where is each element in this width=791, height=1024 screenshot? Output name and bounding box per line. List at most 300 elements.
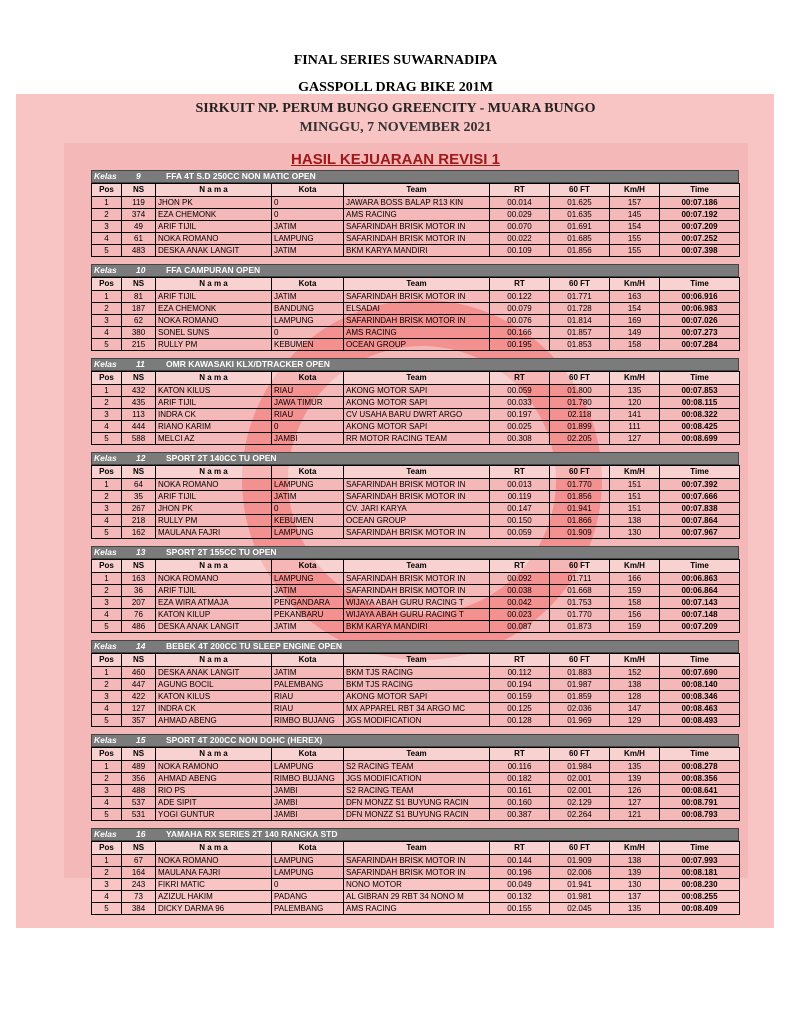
time-cell: 00:08.140 xyxy=(660,679,740,691)
table-row xyxy=(92,809,740,821)
kota-cell: PENGANDARA xyxy=(272,597,344,609)
results-table xyxy=(91,183,740,257)
class-title: SPORT 2T 140CC TU OPEN xyxy=(166,453,277,463)
class-number: 12 xyxy=(136,453,146,463)
table-header-row xyxy=(92,842,740,855)
time-cell: 00:07.864 xyxy=(660,515,740,527)
kmh-cell: 138 xyxy=(610,855,660,867)
class-number: 15 xyxy=(136,735,146,745)
ns-cell: 588 xyxy=(122,433,156,445)
ns-cell: 380 xyxy=(122,327,156,339)
kmh-cell: 158 xyxy=(610,339,660,351)
kota-cell: LAMPUNG xyxy=(272,527,344,539)
rt-cell: 00.013 xyxy=(490,479,550,491)
name-cell: NOKA ROMANO xyxy=(156,573,272,585)
sixty-ft-cell: 01.770 xyxy=(550,479,610,491)
ns-cell: 81 xyxy=(122,291,156,303)
kota-cell: JAWA TIMUR xyxy=(272,397,344,409)
kmh-cell: 151 xyxy=(610,503,660,515)
kmh-cell: 154 xyxy=(610,303,660,315)
team-cell: SAFARINDAH BRISK MOTOR IN xyxy=(344,221,490,233)
sixty-ft-cell: 01.883 xyxy=(550,667,610,679)
rt-cell: 00.087 xyxy=(490,621,550,633)
kmh-cell: 126 xyxy=(610,785,660,797)
name-cell: RIANO KARIM xyxy=(156,421,272,433)
team-cell: SAFARINDAH BRISK MOTOR IN xyxy=(344,855,490,867)
table-row xyxy=(92,703,740,715)
table-row xyxy=(92,891,740,903)
pos-cell: 2 xyxy=(92,773,122,785)
team-cell: WIJAYA ABAH GURU RACING T xyxy=(344,609,490,621)
time-cell: 00:08.791 xyxy=(660,797,740,809)
kota-header: Kota xyxy=(272,748,344,761)
kota-cell: KEBUMEN xyxy=(272,515,344,527)
pos-cell: 5 xyxy=(92,339,122,351)
kmh-cell: 135 xyxy=(610,385,660,397)
time-cell: 00:08.322 xyxy=(660,409,740,421)
team-cell: AKONG MOTOR SAPI xyxy=(344,421,490,433)
kota-cell: 0 xyxy=(272,197,344,209)
time-header: Time xyxy=(660,466,740,479)
table-row xyxy=(92,197,740,209)
pos-cell: 5 xyxy=(92,527,122,539)
kota-cell: RIMBO BUJANG xyxy=(272,715,344,727)
kmh-cell: 127 xyxy=(610,797,660,809)
name-header: N a m a xyxy=(156,748,272,761)
sixty-ft-cell: 01.691 xyxy=(550,221,610,233)
sixty-ft-cell: 01.814 xyxy=(550,315,610,327)
name-cell: NOKA RAMONO xyxy=(156,761,272,773)
pos-cell: 4 xyxy=(92,609,122,621)
kota-cell: LAMPUNG xyxy=(272,867,344,879)
time-cell: 00:07.143 xyxy=(660,597,740,609)
table-row xyxy=(92,855,740,867)
team-header: Team xyxy=(344,560,490,573)
rt-cell: 00.155 xyxy=(490,903,550,915)
kota-header: Kota xyxy=(272,372,344,385)
pos-cell: 2 xyxy=(92,209,122,221)
sixty-ft-header: 60 FT xyxy=(550,748,610,761)
kmh-cell: 135 xyxy=(610,761,660,773)
ns-cell: 356 xyxy=(122,773,156,785)
class-number: 9 xyxy=(136,171,141,181)
rt-cell: 00.160 xyxy=(490,797,550,809)
table-row xyxy=(92,503,740,515)
ns-cell: 444 xyxy=(122,421,156,433)
name-header: N a m a xyxy=(156,372,272,385)
sixty-ft-cell: 02.264 xyxy=(550,809,610,821)
team-cell: SAFARINDAH BRISK MOTOR IN xyxy=(344,479,490,491)
rt-cell: 00.029 xyxy=(490,209,550,221)
ns-cell: 164 xyxy=(122,867,156,879)
ns-cell: 113 xyxy=(122,409,156,421)
event-title: FINAL SERIES SUWARNADIPA xyxy=(293,53,498,68)
name-cell: JHON PK xyxy=(156,503,272,515)
time-cell: 00:07.209 xyxy=(660,221,740,233)
class-title-bar xyxy=(91,640,739,653)
kmh-cell: 141 xyxy=(610,409,660,421)
pos-cell: 3 xyxy=(92,503,122,515)
time-header: Time xyxy=(660,842,740,855)
rt-cell: 00.128 xyxy=(490,715,550,727)
kmh-cell: 158 xyxy=(610,597,660,609)
class-number: 16 xyxy=(136,829,146,839)
kota-cell: PEKANBARU xyxy=(272,609,344,621)
kota-cell: PALEMBANG xyxy=(272,903,344,915)
class-label: Kelas xyxy=(94,265,117,275)
name-cell: AHMAD ABENG xyxy=(156,715,272,727)
class-title: OMR KAWASAKI KLX/DTRACKER OPEN xyxy=(166,359,330,369)
team-cell: RR MOTOR RACING TEAM xyxy=(344,433,490,445)
name-cell: AZIZUL HAKIM xyxy=(156,891,272,903)
team-cell: SAFARINDAH BRISK MOTOR IN xyxy=(344,527,490,539)
pos-cell: 1 xyxy=(92,197,122,209)
kota-cell: LAMPUNG xyxy=(272,479,344,491)
name-cell: DESKA ANAK LANGIT xyxy=(156,667,272,679)
rt-cell: 00.038 xyxy=(490,585,550,597)
rt-header: RT xyxy=(490,654,550,667)
rt-header: RT xyxy=(490,278,550,291)
team-cell: SAFARINDAH BRISK MOTOR IN xyxy=(344,315,490,327)
kmh-cell: 155 xyxy=(610,245,660,257)
ns-cell: 67 xyxy=(122,855,156,867)
rt-cell: 00.159 xyxy=(490,691,550,703)
results-table xyxy=(91,559,740,633)
pos-cell: 3 xyxy=(92,315,122,327)
kmh-header: Km/H xyxy=(610,184,660,197)
class-title-bar xyxy=(91,452,739,465)
ns-cell: 486 xyxy=(122,621,156,633)
ns-cell: 64 xyxy=(122,479,156,491)
rt-cell: 00.182 xyxy=(490,773,550,785)
time-cell: 00:06.916 xyxy=(660,291,740,303)
table-row xyxy=(92,315,740,327)
class-title-bar xyxy=(91,546,739,559)
team-cell: OCEAN GROUP xyxy=(344,515,490,527)
table-header-row xyxy=(92,278,740,291)
event-date: MINGGU, 7 NOVEMBER 2021 xyxy=(299,120,492,135)
kota-header: Kota xyxy=(272,654,344,667)
rt-cell: 00.079 xyxy=(490,303,550,315)
name-cell: EZA WIRA ATMAJA xyxy=(156,597,272,609)
rt-cell: 00.033 xyxy=(490,397,550,409)
kota-cell: JAMBI xyxy=(272,797,344,809)
kota-cell: JATIM xyxy=(272,245,344,257)
kmh-cell: 138 xyxy=(610,515,660,527)
name-cell: NOKA ROMANO xyxy=(156,233,272,245)
table-row xyxy=(92,691,740,703)
time-cell: 00:08.641 xyxy=(660,785,740,797)
class-section xyxy=(91,351,739,445)
time-cell: 00:07.026 xyxy=(660,315,740,327)
kmh-cell: 156 xyxy=(610,609,660,621)
kota-cell: RIAU xyxy=(272,703,344,715)
name-cell: RULLY PM xyxy=(156,339,272,351)
team-cell: AL GIBRAN 29 RBT 34 NONO M xyxy=(344,891,490,903)
table-row xyxy=(92,433,740,445)
sixty-ft-cell: 02.001 xyxy=(550,785,610,797)
kota-cell: PALEMBANG xyxy=(272,679,344,691)
class-section xyxy=(91,727,739,821)
ns-cell: 163 xyxy=(122,573,156,585)
team-cell: NONO MOTOR xyxy=(344,879,490,891)
sixty-ft-cell: 01.856 xyxy=(550,245,610,257)
kmh-cell: 151 xyxy=(610,491,660,503)
section-gap xyxy=(91,727,739,734)
table-header-row xyxy=(92,466,740,479)
name-cell: AHMAD ABENG xyxy=(156,773,272,785)
pos-cell: 1 xyxy=(92,479,122,491)
table-header-row xyxy=(92,372,740,385)
table-header-row xyxy=(92,748,740,761)
time-header: Time xyxy=(660,654,740,667)
pos-cell: 3 xyxy=(92,691,122,703)
time-cell: 00:06.983 xyxy=(660,303,740,315)
pos-cell: 4 xyxy=(92,703,122,715)
kmh-cell: 169 xyxy=(610,315,660,327)
team-cell: SAFARINDAH BRISK MOTOR IN xyxy=(344,233,490,245)
table-row xyxy=(92,385,740,397)
sixty-ft-cell: 01.856 xyxy=(550,491,610,503)
rt-cell: 00.022 xyxy=(490,233,550,245)
ns-cell: 76 xyxy=(122,609,156,621)
kota-cell: 0 xyxy=(272,879,344,891)
sixty-ft-cell: 01.987 xyxy=(550,679,610,691)
name-header: N a m a xyxy=(156,278,272,291)
sixty-ft-cell: 01.984 xyxy=(550,761,610,773)
rt-cell: 00.049 xyxy=(490,879,550,891)
rt-cell: 00.125 xyxy=(490,703,550,715)
sixty-ft-cell: 01.800 xyxy=(550,385,610,397)
team-header: Team xyxy=(344,278,490,291)
name-cell: MELCI AZ xyxy=(156,433,272,445)
table-row xyxy=(92,515,740,527)
rt-cell: 00.166 xyxy=(490,327,550,339)
kota-cell: RIAU xyxy=(272,691,344,703)
kmh-cell: 111 xyxy=(610,421,660,433)
pos-cell: 3 xyxy=(92,879,122,891)
time-header: Time xyxy=(660,184,740,197)
sixty-ft-cell: 01.771 xyxy=(550,291,610,303)
table-row xyxy=(92,585,740,597)
pos-cell: 4 xyxy=(92,327,122,339)
rt-header: RT xyxy=(490,184,550,197)
team-cell: CV. JARI KARYA xyxy=(344,503,490,515)
sixty-ft-cell: 01.909 xyxy=(550,855,610,867)
table-row xyxy=(92,409,740,421)
rt-header: RT xyxy=(490,842,550,855)
sixty-ft-header: 60 FT xyxy=(550,560,610,573)
table-header-row xyxy=(92,654,740,667)
kota-cell: JATIM xyxy=(272,585,344,597)
pos-header: Pos xyxy=(92,184,122,197)
pos-cell: 4 xyxy=(92,421,122,433)
kota-header: Kota xyxy=(272,184,344,197)
table-row xyxy=(92,339,740,351)
name-cell: NOKA ROMANO xyxy=(156,479,272,491)
table-row xyxy=(92,715,740,727)
class-title: SPORT 2T 155CC TU OPEN xyxy=(166,547,277,557)
name-cell: ARIF TIJIL xyxy=(156,397,272,409)
pos-cell: 5 xyxy=(92,809,122,821)
rt-header: RT xyxy=(490,560,550,573)
sixty-ft-cell: 02.205 xyxy=(550,433,610,445)
ns-cell: 432 xyxy=(122,385,156,397)
team-cell: JAWARA BOSS BALAP R13 KIN xyxy=(344,197,490,209)
kmh-cell: 157 xyxy=(610,197,660,209)
rt-cell: 00.119 xyxy=(490,491,550,503)
pos-cell: 2 xyxy=(92,491,122,503)
name-cell: AGUNG BOCIL xyxy=(156,679,272,691)
ns-cell: 218 xyxy=(122,515,156,527)
time-cell: 00:07.252 xyxy=(660,233,740,245)
sixty-ft-cell: 01.859 xyxy=(550,691,610,703)
pos-header: Pos xyxy=(92,372,122,385)
team-cell: BKM TJS RACING xyxy=(344,667,490,679)
table-row xyxy=(92,573,740,585)
rt-cell: 00.116 xyxy=(490,761,550,773)
results-table xyxy=(91,653,740,727)
pos-cell: 3 xyxy=(92,221,122,233)
ns-cell: 447 xyxy=(122,679,156,691)
kmh-cell: 139 xyxy=(610,773,660,785)
rt-cell: 00.150 xyxy=(490,515,550,527)
class-section xyxy=(91,539,739,633)
ns-cell: 483 xyxy=(122,245,156,257)
sixty-ft-cell: 01.853 xyxy=(550,339,610,351)
rt-cell: 00.122 xyxy=(490,291,550,303)
name-cell: KATON KILUP xyxy=(156,609,272,621)
section-gap xyxy=(91,351,739,358)
ns-cell: 488 xyxy=(122,785,156,797)
pos-header: Pos xyxy=(92,842,122,855)
team-cell: SAFARINDAH BRISK MOTOR IN xyxy=(344,867,490,879)
rt-cell: 00.147 xyxy=(490,503,550,515)
ns-cell: 243 xyxy=(122,879,156,891)
pos-cell: 5 xyxy=(92,621,122,633)
kmh-cell: 152 xyxy=(610,667,660,679)
time-cell: 00:08.115 xyxy=(660,397,740,409)
kmh-cell: 120 xyxy=(610,397,660,409)
time-cell: 00:08.356 xyxy=(660,773,740,785)
kmh-header: Km/H xyxy=(610,748,660,761)
time-cell: 00:07.853 xyxy=(660,385,740,397)
team-cell: BKM KARYA MANDIRI xyxy=(344,621,490,633)
kota-header: Kota xyxy=(272,842,344,855)
ns-header: NS xyxy=(122,278,156,291)
time-cell: 00:08.346 xyxy=(660,691,740,703)
kota-cell: KEBUMEN xyxy=(272,339,344,351)
class-label: Kelas xyxy=(94,641,117,651)
team-cell: ELSADAI xyxy=(344,303,490,315)
kmh-cell: 127 xyxy=(610,433,660,445)
table-row xyxy=(92,491,740,503)
team-cell: DFN MONZZ S1 BUYUNG RACIN xyxy=(344,809,490,821)
pos-cell: 5 xyxy=(92,715,122,727)
table-row xyxy=(92,879,740,891)
pos-cell: 3 xyxy=(92,597,122,609)
team-header: Team xyxy=(344,654,490,667)
ns-cell: 215 xyxy=(122,339,156,351)
name-cell: INDRA CK xyxy=(156,703,272,715)
results-heading: HASIL KEJUARAAN REVISI 1 xyxy=(291,151,500,168)
kmh-cell: 163 xyxy=(610,291,660,303)
table-header-row xyxy=(92,184,740,197)
name-cell: EZA CHEMONK xyxy=(156,303,272,315)
name-cell: NOKA ROMANO xyxy=(156,855,272,867)
ns-header: NS xyxy=(122,748,156,761)
pos-header: Pos xyxy=(92,748,122,761)
name-header: N a m a xyxy=(156,466,272,479)
table-row xyxy=(92,527,740,539)
name-cell: DESKA ANAK LANGIT xyxy=(156,621,272,633)
section-gap xyxy=(91,633,739,640)
section-gap xyxy=(91,257,739,264)
table-row xyxy=(92,327,740,339)
time-cell: 00:06.863 xyxy=(660,573,740,585)
sixty-ft-header: 60 FT xyxy=(550,842,610,855)
kmh-cell: 130 xyxy=(610,527,660,539)
team-cell: AKONG MOTOR SAPI xyxy=(344,397,490,409)
table-header-row xyxy=(92,560,740,573)
name-cell: RIO PS xyxy=(156,785,272,797)
rt-cell: 00.042 xyxy=(490,597,550,609)
rt-cell: 00.059 xyxy=(490,385,550,397)
kota-cell: JAMBI xyxy=(272,809,344,821)
sixty-ft-cell: 01.780 xyxy=(550,397,610,409)
kmh-cell: 159 xyxy=(610,585,660,597)
class-number: 10 xyxy=(136,265,146,275)
name-header: N a m a xyxy=(156,842,272,855)
ns-cell: 35 xyxy=(122,491,156,503)
ns-cell: 422 xyxy=(122,691,156,703)
ns-header: NS xyxy=(122,184,156,197)
time-header: Time xyxy=(660,748,740,761)
pos-cell: 1 xyxy=(92,667,122,679)
kmh-cell: 155 xyxy=(610,233,660,245)
time-header: Time xyxy=(660,372,740,385)
rt-cell: 00.109 xyxy=(490,245,550,257)
time-cell: 00:07.666 xyxy=(660,491,740,503)
team-header: Team xyxy=(344,842,490,855)
rt-cell: 00.195 xyxy=(490,339,550,351)
class-label: Kelas xyxy=(94,735,117,745)
rt-cell: 00.196 xyxy=(490,867,550,879)
kota-cell: LAMPUNG xyxy=(272,855,344,867)
name-cell: KATON KILUS xyxy=(156,691,272,703)
rt-cell: 00.023 xyxy=(490,609,550,621)
name-header: N a m a xyxy=(156,654,272,667)
kmh-header: Km/H xyxy=(610,654,660,667)
time-cell: 00:08.463 xyxy=(660,703,740,715)
kota-cell: JATIM xyxy=(272,291,344,303)
rt-cell: 00.014 xyxy=(490,197,550,209)
kota-header: Kota xyxy=(272,466,344,479)
ns-cell: 36 xyxy=(122,585,156,597)
kota-cell: RIAU xyxy=(272,409,344,421)
ns-header: NS xyxy=(122,372,156,385)
class-label: Kelas xyxy=(94,171,117,181)
table-row xyxy=(92,597,740,609)
class-label: Kelas xyxy=(94,547,117,557)
rt-cell: 00.308 xyxy=(490,433,550,445)
class-number: 14 xyxy=(136,641,146,651)
team-cell: WIJAYA ABAH GURU RACING T xyxy=(344,597,490,609)
team-cell: JGS MODIFICATION xyxy=(344,715,490,727)
class-title-bar xyxy=(91,828,739,841)
team-cell: SAFARINDAH BRISK MOTOR IN xyxy=(344,585,490,597)
kota-cell: JAMBI xyxy=(272,785,344,797)
